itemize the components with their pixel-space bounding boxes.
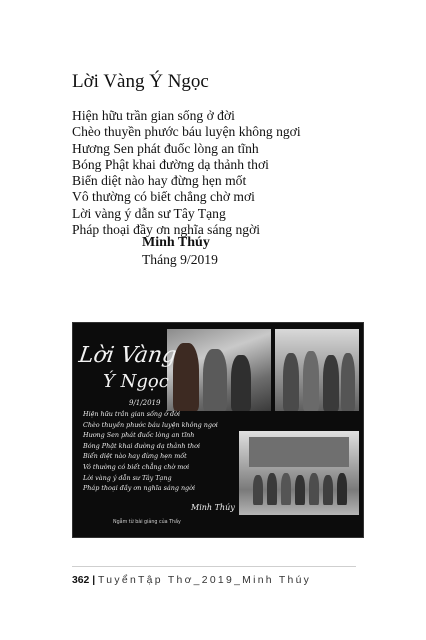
photo-poem-line: Hiện hữu trần gian sống ở đời bbox=[83, 410, 180, 418]
poem-line: Chèo thuyền phước báu luyện không ngơi bbox=[72, 124, 301, 140]
photo-poem-line: Bóng Phật khai đường dạ thảnh thơi bbox=[83, 441, 201, 450]
poem-line: Pháp thoại đầy ơn nghĩa sáng ngời bbox=[72, 222, 261, 238]
poem-line: Bóng Phật khai đường dạ thảnh thơi bbox=[72, 156, 269, 172]
photo-poem-line: Vô thường có biết chẳng chờ mơi bbox=[83, 462, 190, 471]
page-number: 362 bbox=[72, 575, 90, 586]
person-figure bbox=[295, 475, 305, 505]
poem-line: Lời vàng ý dẫn sư Tây Tạng bbox=[72, 205, 226, 221]
photo-caption: Ngẫm từ bài giảng của Thầy bbox=[113, 520, 181, 525]
person-figure bbox=[203, 349, 227, 411]
book-title: TuyểnTập Thơ_2019_Minh Thúy bbox=[98, 575, 312, 586]
monk-figure bbox=[173, 343, 199, 411]
person-figure bbox=[267, 473, 277, 505]
poem-date: Tháng 9/2019 bbox=[142, 252, 218, 267]
photo-poem-line: Pháp thoại đầy ơn nghĩa sáng ngời bbox=[83, 484, 196, 493]
person-figure bbox=[309, 473, 319, 505]
person-figure bbox=[283, 353, 299, 411]
person-figure bbox=[303, 351, 319, 411]
monks-photo bbox=[167, 329, 271, 411]
photo-poem-line: Biển diệt nào hay đừng hẹn mốt bbox=[83, 452, 187, 461]
person-figure bbox=[281, 473, 291, 505]
poem-line: Biển diệt nào hay đừng hẹn mốt bbox=[72, 173, 247, 189]
footer-rule bbox=[72, 566, 356, 567]
group-photo bbox=[275, 329, 359, 411]
illustration-photo bbox=[72, 322, 364, 538]
person-figure bbox=[341, 353, 355, 411]
page-footer bbox=[72, 575, 311, 586]
photo-title-line1: Lời Vàng bbox=[77, 343, 178, 368]
person-figure bbox=[323, 475, 333, 505]
poem-line: Vô thường có biết chẳng chờ mơi bbox=[72, 189, 255, 205]
person-figure bbox=[231, 355, 251, 411]
person-figure bbox=[323, 355, 339, 411]
poem-title: Lời Vàng Ý Ngọc bbox=[72, 71, 209, 92]
photo-date: 9/1/2019 bbox=[129, 399, 161, 407]
photo-poem-line: Chèo thuyền phước báu luyện không ngơi bbox=[83, 420, 218, 429]
photo-poem-line: Lời vàng ý dẫn sư Tây Tạng bbox=[83, 473, 172, 482]
temple-group-photo bbox=[239, 431, 359, 515]
building bbox=[249, 437, 349, 467]
author-name: Minh Thúy bbox=[142, 235, 210, 250]
poem-line: Hiện hữu trần gian sống ở đời bbox=[72, 108, 235, 123]
footer-separator: | bbox=[92, 575, 96, 586]
person-figure bbox=[253, 475, 263, 505]
photo-title-line2: Ý Ngọc bbox=[103, 371, 169, 392]
photo-poem bbox=[83, 409, 243, 494]
photo-poem-line: Hương Sen phát đuốc lòng an tĩnh bbox=[83, 431, 195, 440]
person-figure bbox=[337, 473, 347, 505]
poem-body bbox=[72, 108, 392, 238]
photo-signature: Minh Thúy bbox=[191, 503, 235, 512]
poem-line: Hương Sen phát đuốc lòng an tĩnh bbox=[72, 140, 259, 156]
signature-block bbox=[142, 235, 218, 268]
